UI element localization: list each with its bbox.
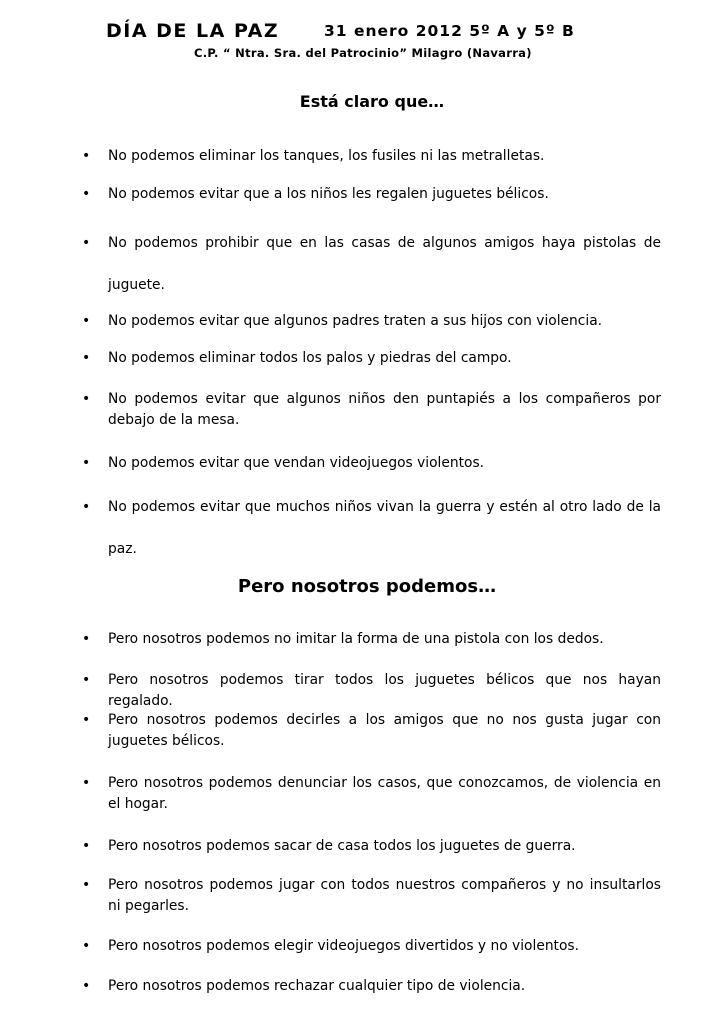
list-item-text: No podemos eliminar los tanques, los fusiles ni las metralletas. <box>108 148 545 164</box>
list-item <box>82 486 661 570</box>
list-item <box>82 348 661 369</box>
list-item-text: Pero nosotros podemos denunciar los casos, que conozcamos, de violencia en el hogar. <box>108 775 661 812</box>
section-heading-esta-claro: Está claro que… <box>299 92 445 111</box>
bullet-icon: • <box>82 186 91 202</box>
bullet-icon: • <box>82 838 91 854</box>
list-item-text: Pero nosotros podemos elegir videojuegos divertidos y no violentos. <box>108 938 579 954</box>
bullet-icon: • <box>82 350 91 366</box>
list-item-text: No podemos evitar que muchos niños vivan la guerra y estén al otro lado de la paz. <box>108 499 661 557</box>
section-heading-pero-nosotros: Pero nosotros podemos… <box>237 576 497 597</box>
list-item <box>82 184 661 205</box>
list-item <box>82 710 661 752</box>
list-item <box>82 670 661 712</box>
list-item <box>82 389 661 431</box>
school-name: C.P. “ Ntra. Sra. del Patrocinio” Milagro (Navarra) <box>194 46 532 60</box>
page-title: DÍA DE LA PAZ <box>106 20 280 42</box>
bullet-icon: • <box>82 978 91 994</box>
list-item-text: No podemos evitar que algunos niños den puntapiés a los compañeros por debajo de la mesa. <box>108 391 661 428</box>
list-item <box>82 311 661 332</box>
bullet-icon: • <box>82 235 91 251</box>
bullet-icon: • <box>82 313 91 329</box>
list-item-text: No podemos evitar que vendan videojuegos violentos. <box>108 455 485 471</box>
bullet-icon: • <box>82 712 91 728</box>
list-item <box>82 836 661 857</box>
list-item-text: Pero nosotros podemos jugar con todos nuestros compañeros y no insultarlos ni pegarles. <box>108 877 661 914</box>
list-item <box>82 146 661 167</box>
list-item-text: No podemos evitar que algunos padres traten a sus hijos con violencia. <box>108 313 603 329</box>
date-class-label: 31 enero 2012 5º A y 5º B <box>324 22 575 40</box>
list-item-text: Pero nosotros podemos tirar todos los juguetes bélicos que nos hayan regalado. <box>108 672 661 709</box>
list-item <box>82 453 661 474</box>
title-line <box>106 20 575 42</box>
list-item <box>82 875 661 917</box>
list-item <box>82 773 661 815</box>
bullet-icon: • <box>82 455 91 471</box>
list-item-text: Pero nosotros podemos rechazar cualquier tipo de violencia. <box>108 978 526 994</box>
list-item-text: Pero nosotros podemos no imitar la forma de una pistola con los dedos. <box>108 631 604 647</box>
list-item-text: Pero nosotros podemos sacar de casa todos los juguetes de guerra. <box>108 838 576 854</box>
bullet-icon: • <box>82 148 91 164</box>
bullet-icon: • <box>82 938 91 954</box>
list-item <box>82 629 661 650</box>
list-item <box>82 936 661 957</box>
bullet-icon: • <box>82 775 91 791</box>
bullet-icon: • <box>82 877 91 893</box>
bullet-icon: • <box>82 672 91 688</box>
list-item-text: Pero nosotros podemos decirles a los amigos que no nos gusta jugar con juguetes bélicos. <box>108 712 661 749</box>
bullet-icon: • <box>82 499 91 515</box>
list-item <box>82 222 661 306</box>
list-item-text: No podemos prohibir que en las casas de algunos amigos haya pistolas de juguete. <box>108 235 661 293</box>
list-item-text: No podemos eliminar todos los palos y piedras del campo. <box>108 350 512 366</box>
list-item <box>82 976 661 997</box>
list-item-text: No podemos evitar que a los niños les regalen juguetes bélicos. <box>108 186 549 202</box>
bullet-icon: • <box>82 391 91 407</box>
bullet-icon: • <box>82 631 91 647</box>
